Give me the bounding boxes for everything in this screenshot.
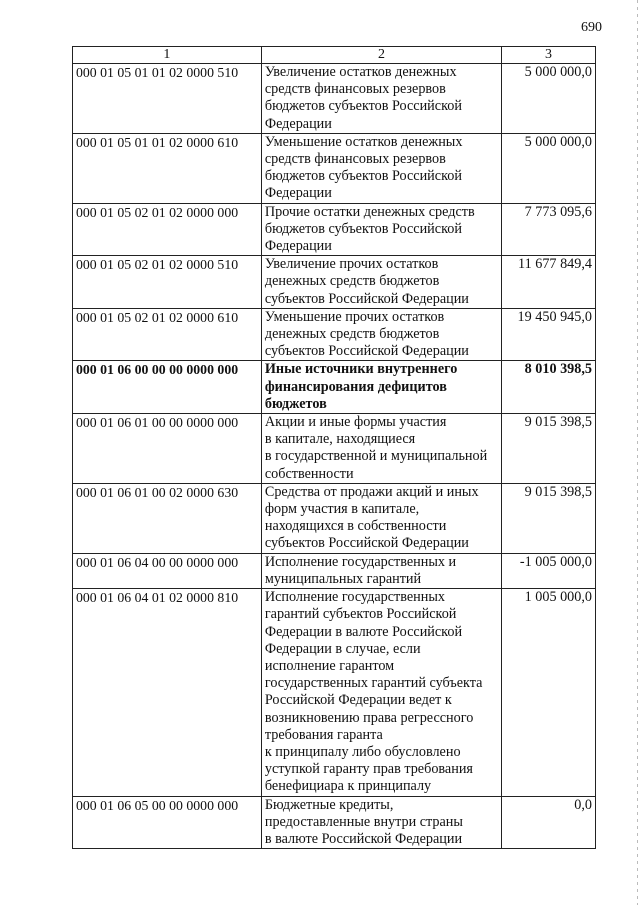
row-amount-cell: 1 005 000,0	[502, 589, 596, 796]
row-amount-cell: 5 000 000,0	[502, 64, 596, 134]
table-row	[73, 414, 596, 484]
table-header-row	[73, 47, 596, 64]
scan-edge-line	[637, 0, 638, 905]
row-description-cell: Средства от продажи акций и иных форм участия в капитале, находящихся в собственности субъектов Российской Федерации	[261, 483, 501, 553]
row-description-cell: Бюджетные кредиты, предоставленные внутри страны в валюте Российской Федерации	[261, 796, 501, 849]
table-row	[73, 361, 596, 414]
row-amount-cell: 9 015 398,5	[502, 483, 596, 553]
budget-sources-table	[72, 46, 596, 849]
row-amount-cell: 19 450 945,0	[502, 308, 596, 361]
row-code-cell: 000 01 06 04 01 02 0000 810	[73, 589, 262, 796]
row-amount-cell: 8 010 398,5	[502, 361, 596, 414]
header-col-code: 1	[73, 47, 262, 64]
table-row	[73, 589, 596, 796]
row-description-cell: Исполнение государственных и муниципальных гарантий	[261, 553, 501, 588]
row-description-cell: Уменьшение прочих остатков денежных средств бюджетов субъектов Российской Федерации	[261, 308, 501, 361]
table-row	[73, 308, 596, 361]
row-description-cell: Исполнение государственных гарантий субъектов Российской Федерации в валюте Российской Федерации в случае, если исполнение гарантом государственных гарантий субъекта Российской Федерации ведет к возникновению права регрессного требования гаранта к принципалу либо обусловлено уступкой гаранту прав требования бенефициара к принципалу	[261, 589, 501, 796]
table-row	[73, 483, 596, 553]
row-code-cell: 000 01 05 01 01 02 0000 510	[73, 64, 262, 134]
header-col-description: 2	[261, 47, 501, 64]
header-col-amount: 3	[502, 47, 596, 64]
row-amount-cell: 9 015 398,5	[502, 414, 596, 484]
table-row	[73, 553, 596, 588]
row-description-cell: Увеличение остатков денежных средств финансовых резервов бюджетов субъектов Российской Федерации	[261, 64, 501, 134]
row-code-cell: 000 01 05 02 01 02 0000 510	[73, 256, 262, 309]
row-description-cell: Увеличение прочих остатков денежных средств бюджетов субъектов Российской Федерации	[261, 256, 501, 309]
row-amount-cell: 11 677 849,4	[502, 256, 596, 309]
row-amount-cell: -1 005 000,0	[502, 553, 596, 588]
page-number: 690	[581, 20, 602, 35]
table-row	[73, 796, 596, 849]
row-code-cell: 000 01 06 05 00 00 0000 000	[73, 796, 262, 849]
row-description-cell: Иные источники внутреннего финансирования дефицитов бюджетов	[261, 361, 501, 414]
table-row	[73, 203, 596, 256]
table-row	[73, 256, 596, 309]
row-code-cell: 000 01 06 01 00 02 0000 630	[73, 483, 262, 553]
row-amount-cell: 7 773 095,6	[502, 203, 596, 256]
row-description-cell: Уменьшение остатков денежных средств финансовых резервов бюджетов субъектов Российской Федерации	[261, 133, 501, 203]
row-code-cell: 000 01 05 01 01 02 0000 610	[73, 133, 262, 203]
row-code-cell: 000 01 05 02 01 02 0000 610	[73, 308, 262, 361]
row-code-cell: 000 01 05 02 01 02 0000 000	[73, 203, 262, 256]
row-code-cell: 000 01 06 00 00 00 0000 000	[73, 361, 262, 414]
table-row	[73, 64, 596, 134]
row-code-cell: 000 01 06 04 00 00 0000 000	[73, 553, 262, 588]
row-code-cell: 000 01 06 01 00 00 0000 000	[73, 414, 262, 484]
row-description-cell: Прочие остатки денежных средств бюджетов субъектов Российской Федерации	[261, 203, 501, 256]
table-row	[73, 133, 596, 203]
row-description-cell: Акции и иные формы участия в капитале, находящиеся в государственной и муниципальной собственности	[261, 414, 501, 484]
row-amount-cell: 0,0	[502, 796, 596, 849]
row-amount-cell: 5 000 000,0	[502, 133, 596, 203]
